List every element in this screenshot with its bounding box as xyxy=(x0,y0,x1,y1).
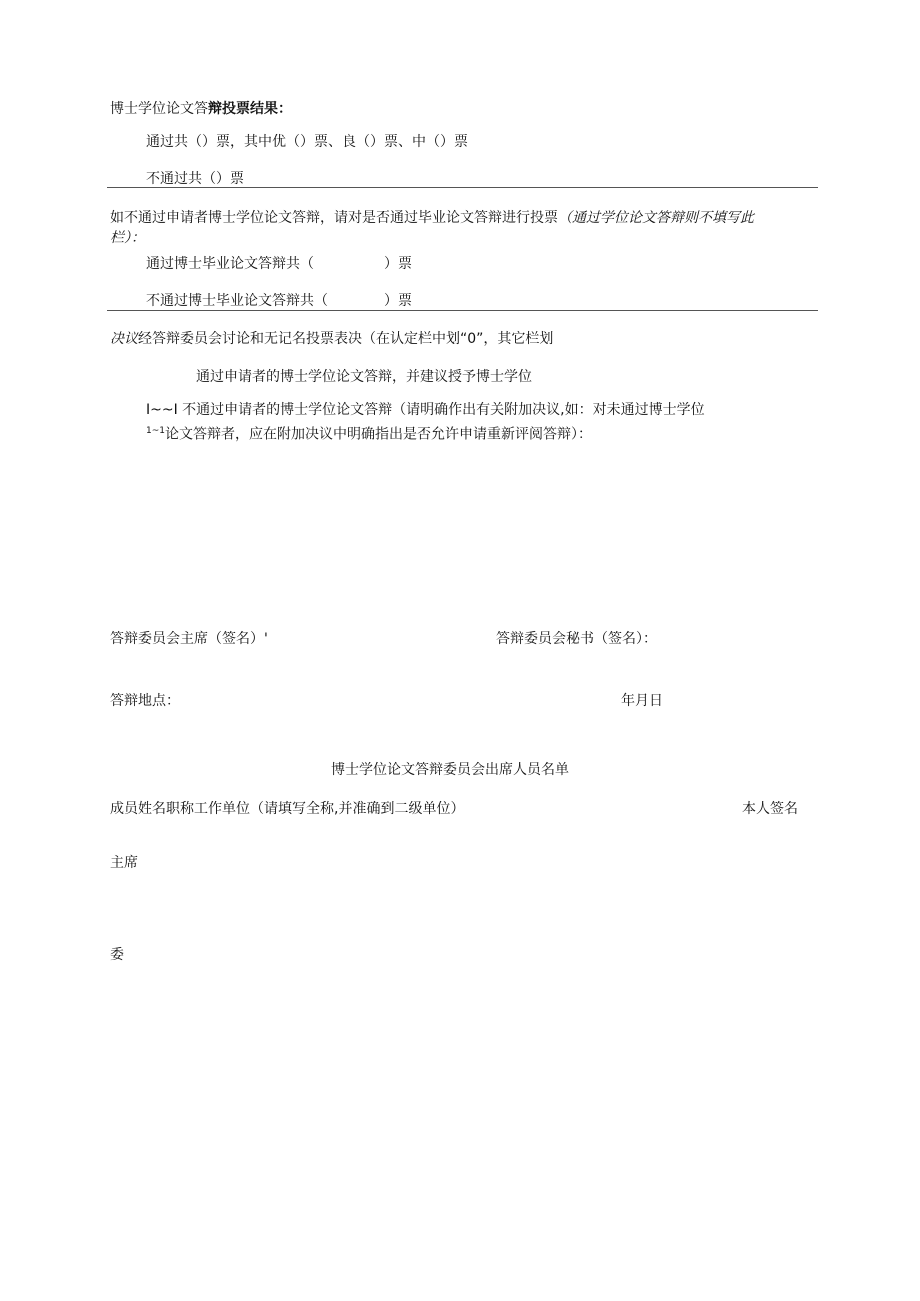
graduation-pass-line: 通过博士毕业论文答辩共（ ）票 xyxy=(146,256,412,272)
graduation-vote-note: （通过学位论文答辩则不填写此 xyxy=(558,210,754,226)
divider-2 xyxy=(107,310,818,311)
vote-pass-line: 通过共（）票，其中优（）票、良（）票、中（）票 xyxy=(146,134,468,150)
divider-1 xyxy=(107,187,818,188)
vote-results-heading xyxy=(110,100,292,118)
graduation-vote-note-cont: 栏）： xyxy=(110,230,145,246)
resolution-option-fail-cont xyxy=(146,422,592,444)
graduation-fail-line: 不通过博士毕业论文答辩共（ ）票 xyxy=(146,293,412,309)
chair-signature-label: 答辩委员会主席（签名）' xyxy=(110,631,268,647)
vote-fail-line: 不通过共（）票 xyxy=(146,171,244,187)
vote-results-heading-part2: 辩投票结果： xyxy=(208,101,292,117)
resolution-option-fail-text: 不通过申请者的博士学位论文答辩（请明确作出有关附加决议,如：对未通过博士学位 xyxy=(177,402,705,418)
resolution-label: 决议 xyxy=(110,331,138,347)
vote-results-heading-part1: 博士学位论文答 xyxy=(110,101,208,117)
resolution-intro xyxy=(110,330,553,348)
attendance-title: 博士学位论文答辩委员会出席人员名单 xyxy=(331,762,569,778)
role-member: 委 xyxy=(110,947,124,963)
date-label: 年月日 xyxy=(621,693,663,709)
location-label: 答辩地点： xyxy=(110,693,180,709)
resolution-option-fail xyxy=(146,401,705,419)
checkbox-marker-bottom: 1~1 xyxy=(146,426,165,436)
role-chair: 主席 xyxy=(110,855,138,871)
secretary-signature-label: 答辩委员会秘书（签名）： xyxy=(496,631,657,647)
attendance-header-left: 成员姓名职称工作单位（请填写全称,并准确到二级单位） xyxy=(110,801,465,817)
checkbox-marker: I~~I xyxy=(146,402,178,418)
attendance-header-right: 本人签名 xyxy=(742,801,798,817)
resolution-intro-text: 经答辩委员会讨论和无记名投票表决（在认定栏中划“0”，其它栏划 xyxy=(138,331,554,347)
resolution-option-fail-text-2: 论文答辩者，应在附加决议中明确指出是否允许申请重新评阅答辩）： xyxy=(165,426,592,443)
resolution-option-pass: 通过申请者的博士学位论文答辩，并建议授予博士学位 xyxy=(196,369,532,385)
graduation-vote-intro xyxy=(110,209,754,227)
graduation-vote-intro-text: 如不通过申请者博士学位论文答辩，请对是否通过毕业论文答辩进行投票 xyxy=(110,210,558,226)
